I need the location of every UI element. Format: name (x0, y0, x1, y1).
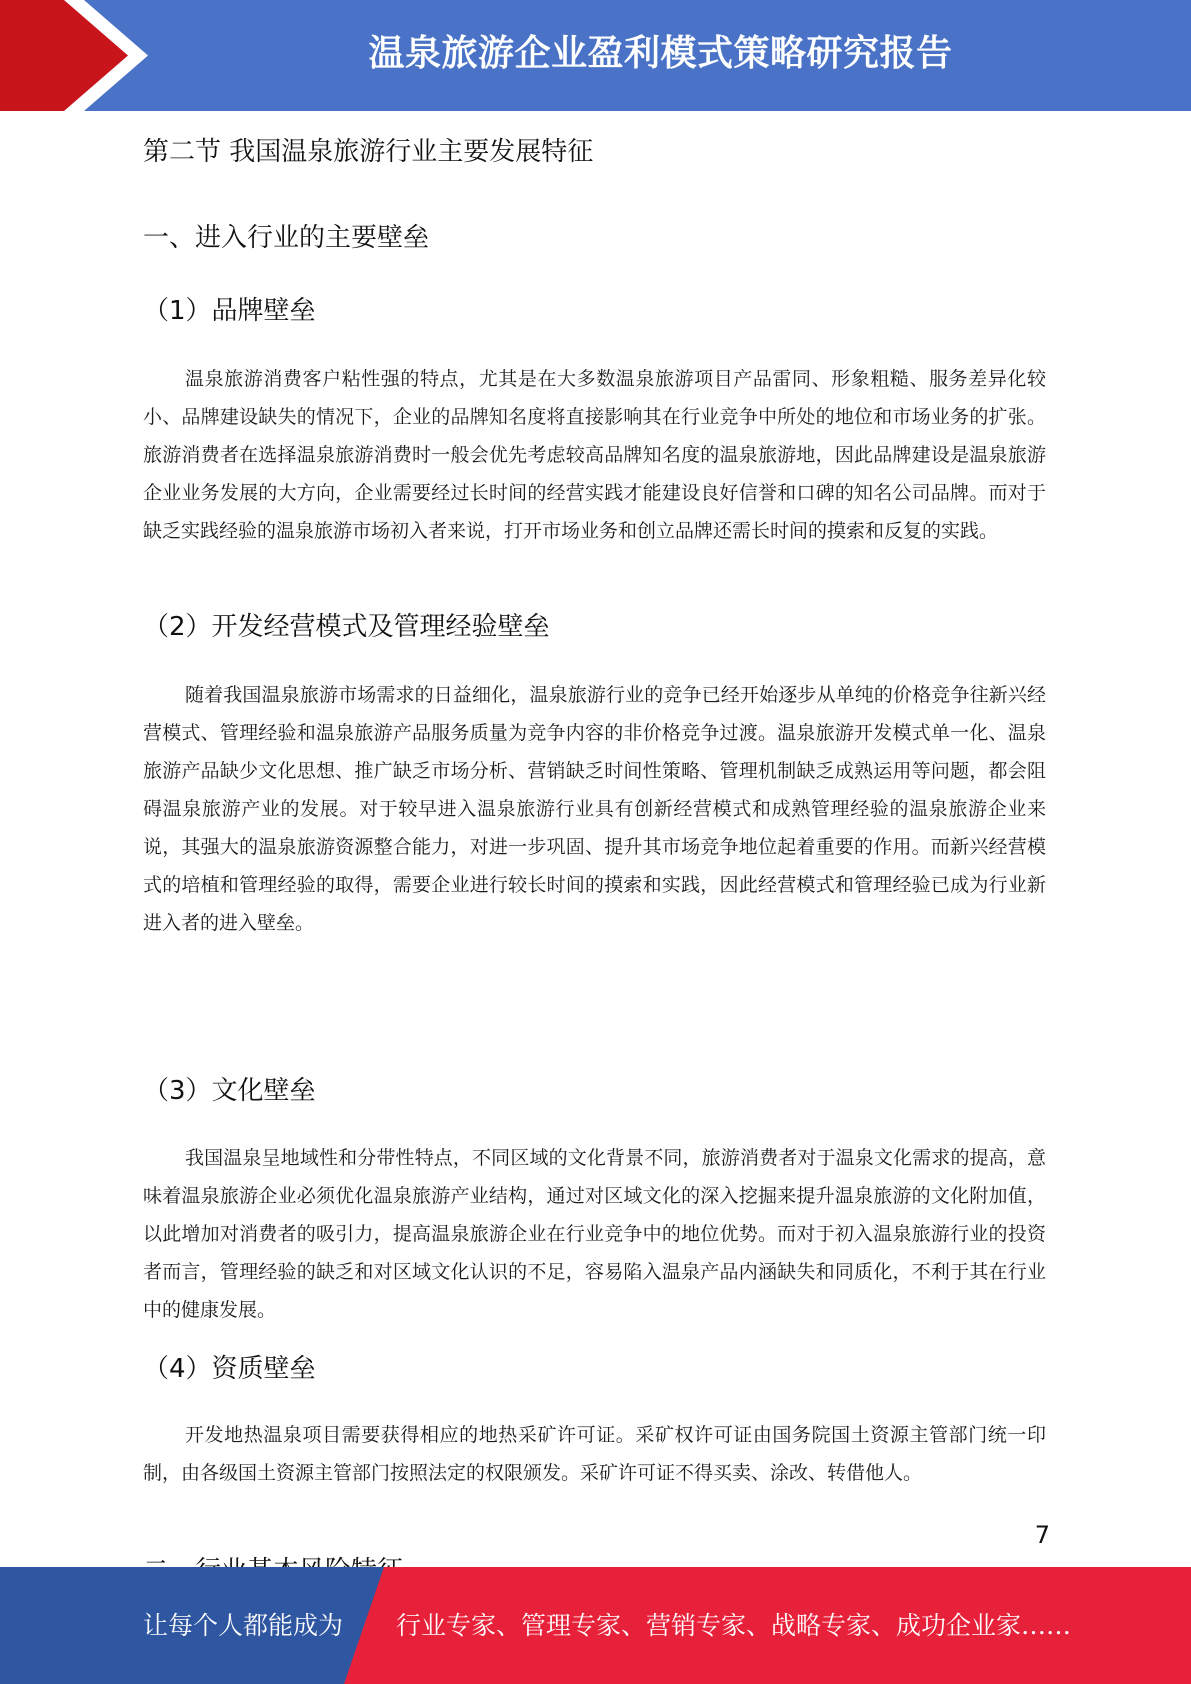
barrier-text-brand: 温泉旅游消费客户粘性强的特点，尤其是在大多数温泉旅游项目产品雷同、形象粗糙、服务差异化较小、品牌建设缺失的情况下，企业的品牌知名度将直接影响其在行业竞争中所处的地位和市场业务的扩张。旅游消费者在选择温泉旅游消费时一般会优先考虑较高品牌知名度的温泉旅游地，因此品牌建设是温泉旅游企业业务发展的大方向，企业需要经过长时间的经营实践才能建设良好信誉和口碑的知名公司品牌。而对于缺乏实践经验的温泉旅游市场初入者来说，打开市场业务和创立品牌还需长时间的摸索和反复的实践。 (143, 368, 1046, 542)
barrier-heading-culture: （3）文化壁垒 (143, 1076, 316, 1106)
footer-slogan-left: 让每个人都能成为 (143, 1611, 344, 1640)
barrier-heading-brand: （1）品牌壁垒 (143, 296, 316, 326)
barrier-heading-qualification: （4）资质壁垒 (143, 1354, 316, 1384)
barrier-text-management: 随着我国温泉旅游市场需求的日益细化，温泉旅游行业的竞争已经开始逐步从单纯的价格竞争往新兴经营模式、管理经验和温泉旅游产品服务质量为竞争内容的非价格竞争过渡。温泉旅游开发模式单一化、温泉旅游产品缺少文化思想、推广缺乏市场分析、营销缺乏时间性策略、管理机制缺乏成熟运用等问题，都会阻碍温泉旅游产业的发展。对于较早进入温泉旅游行业具有创新经营模式和成熟管理经验的温泉旅游企业来说，其强大的温泉旅游资源整合能力，对进一步巩固、提升其市场竞争地位起着重要的作用。而新兴经营模式的培植和管理经验的取得，需要企业进行较长时间的摸索和实践，因此经营模式和管理经验已成为行业新进入者的进入壁垒。 (143, 684, 1046, 934)
section-title: 第二节 我国温泉旅游行业主要发展特征 (143, 137, 594, 167)
part1-heading: 一、进入行业的主要壁垒 (143, 223, 430, 253)
footer-slogan-right: 行业专家、管理专家、营销专家、战略专家、成功企业家…… (396, 1611, 1072, 1640)
page-footer (0, 1567, 1191, 1684)
barrier-heading-management: （2）开发经营模式及管理经验壁垒 (143, 612, 550, 642)
report-title: 温泉旅游企业盈利模式策略研究报告 (368, 33, 953, 74)
header-red-arrow-decoration (0, 0, 160, 111)
page-header (0, 0, 1191, 111)
barrier-text-culture: 我国温泉呈地域性和分带性特点，不同区域的文化背景不同，旅游消费者对于温泉文化需求的提高，意味着温泉旅游企业必须优化温泉旅游产业结构，通过对区域文化的深入挖掘来提升温泉旅游的文化附加值，以此增加对消费者的吸引力，提高温泉旅游企业在行业竞争中的地位优势。而对于初入温泉旅游行业的投资者而言，管理经验的缺乏和对区域文化认识的不足，容易陷入温泉产品内涵缺失和同质化，不利于其在行业中的健康发展。 (143, 1147, 1046, 1321)
page-number: 7 (1034, 1521, 1050, 1549)
barrier-text-qualification: 开发地热温泉项目需要获得相应的地热采矿许可证。采矿权许可证由国务院国土资源主管部门统一印制，由各级国土资源主管部门按照法定的权限颁发。采矿许可证不得买卖、涂改、转借他人。 (143, 1424, 1046, 1484)
